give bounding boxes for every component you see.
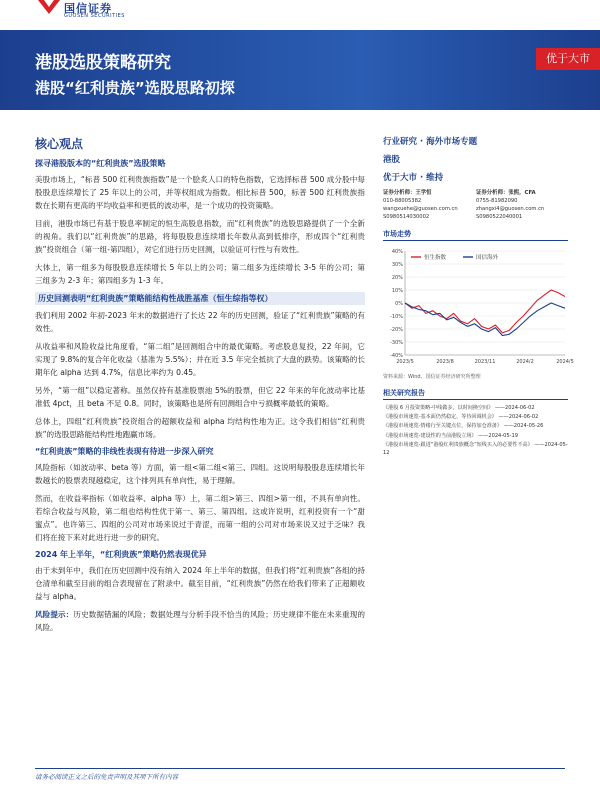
paragraph: 美股市场上，“标普 500 红利贵族指数”是一个脍炙人口的特色指数，它选择标普 500 成分股中每股股息连续增长了 25 年以上的公司，并等权组成为指数。相比标普 500，标普 500 红利贵族指数在长期有更高的平均收益率和更低的波动率，是一个成功的投资策略。 [35,175,365,210]
analyst-card [383,189,475,221]
paragraph: 我们利用 2002 年初-2023 年末的数据进行了长达 22 年的历史回测，验证了“红利贵族”策略的有效性。 [35,311,365,333]
core-views-title: 核心观点 [35,137,84,151]
paragraph: 由于未到年中，我们在历史回测中没有纳入 2024 年上半年的数据，但我们将“红利贵族”各组的持仓清单和截至目前的组合表现留在了附录中。截至目前，“红利贵族”仍然在给我们带来了正超额收益与 alpha。 [35,566,365,601]
series-line-2 [405,303,565,336]
industry-label: 行业研究 · 海外市场专题 [383,137,478,147]
y-tick-label: -40% [390,353,403,359]
logo-subtext: GUOSEN SECURITIES [64,13,125,19]
header-logo-strip [0,0,600,30]
legend-label: 国信海外 [476,255,499,261]
chart-svg [383,243,574,371]
risk-warning [35,608,365,634]
footer-disclaimer: 请务必阅读正文之后的免责声明及其项下所有内容 [35,773,178,781]
paragraph: 大体上，第一组多为每股股息连续增长 5 年以上的公司；第二组多为连续增长 3-5 年的公司；第三组多为 2-3 年；第四组多为 1-3 年。 [35,263,365,285]
y-tick-label: 30% [391,262,403,268]
logo-text: 国信证券 [64,2,112,15]
report-subtitle: 港股“红利贵族”选股思路初探 [35,79,235,97]
chart-source: 资料来源：Wind、国信证券经济研究所整理 [383,374,481,380]
y-tick-label: -10% [390,314,403,320]
legend-label: 恒生指数 [424,255,447,261]
market-label: 港股 [383,155,401,165]
related-report-link[interactable]: 《港股市场速览-情绪行至关键点位，保持加仓准备》 ——2024-05-26 [383,423,544,430]
analyst-block [383,189,568,221]
guosen-logo-icon [38,0,60,16]
related-report-link[interactable]: 《港股市场速览-基本面仍然稳定，等待回调机会》 ——2024-06-02 [383,414,539,421]
section-4 [35,549,365,603]
section-heading: 历史回测表明“红利贵族”策略能结构性战胜基准（恒生综指等权） [35,292,365,305]
related-report-link[interactable]: 《港股市场速览-跟进“港股红利贵族概念”短线买入的必要性不高》 ——2024-05-12 [383,441,568,457]
rating-label: 优于大市 · 维持 [383,173,444,183]
footer-divider [35,768,565,769]
y-tick-label: 40% [391,249,403,255]
related-reports-title: 相关研究报告 [383,388,568,400]
analyst-cert: S0980514030002 [383,214,430,220]
paragraph: 另外，“第一组”以稳定著称。虽然仅持有基准股票池 5%的股票，但它 22 年来的年化波动率比基准低 4pct，且 beta 不足 0.8。同时，该策略也是所有回测组合中亏损概率最低的策略。 [35,386,365,408]
market-trend-chart [383,243,574,371]
risk-label: 风险提示： [35,610,74,619]
section-1 [35,158,365,287]
x-tick-label: 2024/2 [516,359,534,365]
analyst-card [476,189,568,221]
section-3 [35,446,365,544]
y-tick-label: 0% [395,301,403,307]
section-heading: “红利贵族”策略的非线性表现有待进一步深入研究 [35,447,214,456]
y-tick-label: 10% [391,288,403,294]
rating-tag: 优于大市 [536,48,600,70]
analyst-email[interactable]: zhangxi4@guosen.com.cn [476,206,545,212]
y-tick-label: -20% [390,327,403,333]
x-tick-label: 2023/11 [474,359,496,365]
chart-title: 市场走势 [383,229,568,241]
y-tick-label: 20% [391,275,403,281]
x-tick-label: 2023/8 [436,359,454,365]
analyst-cert: S0980522040001 [476,214,523,220]
core-views-column [35,135,365,639]
y-tick-label: -30% [390,340,403,346]
analyst-phone: 010-88005382 [383,198,422,204]
section-heading: 探寻港股版本的“红利贵族”选股策略 [35,159,166,168]
sidebar-column [383,135,574,458]
section-2 [35,292,365,441]
paragraph: 从收益率和风险收益比角度看，“第二组”是回测组合中的最优策略。考虑股息复投，22 年间，它实现了 9.8%的复合年化收益（基准为 5.5%）；并在近 3.5 年完全抵抗了大盘的跌势。该策略的长期年化 alpha 达到 4.7%，信息比率约为 0.45。 [35,342,365,377]
analyst-phone: 0755-81982090 [476,198,518,204]
analyst-email[interactable]: wangxuehe@guosen.com.cn [383,206,458,212]
risk-text: 历史数据错漏的风险；数据处理与分析手段不恰当的风险；历史规律不能在未来重现的风险。 [35,610,366,632]
report-title: 港股选股策略研究 [35,53,171,73]
x-tick-label: 2024/5 [556,359,574,365]
related-report-link[interactable]: 《港股市场速览-建设性的当前港股立场》 ——2024-05-19 [383,432,518,439]
paragraph: 然而，在收益率指标（如收益率、alpha 等）上，第二组>第三、四组>第一组，不具有单向性。若综合收益与风险，第二组也结构性优于第一、第三、第四组。这或许说明，红利投资有一个“甜蜜点”。也许第三、四组的公司对市场来说过于青涩，而第一组的公司对市场来说又过于乏味？我们将在接下来对此进行进一步的研究。 [35,494,365,542]
title-banner [0,30,600,110]
analyst-name: 证券分析师：王学恒 [383,190,432,196]
x-tick-label: 2023/5 [396,359,414,365]
section-heading: 2024 年上半年，“红利贵族”策略仍然表现优异 [35,550,207,559]
series-line-1 [405,290,565,333]
analyst-name: 证券分析师：张熙，CFA [476,190,536,196]
related-report-link[interactable]: 《港股 6 月投资策略-中线做多，以时间换空间》 ——2024-06-02 [383,405,535,411]
paragraph: 风险指标（如波动率、beta 等）方面，第一组<第二组<第三、四组。这说明每股股息连续增长年数越长的股票表现越稳定，这个排列具有单向性，易于理解。 [35,463,365,485]
paragraph: 总体上，四组“红利贵族”投资组合的超额收益和 alpha 均结构性地为正。这令我们相信“红利贵族”的选股思路能结构性地跑赢市场。 [35,417,365,439]
paragraph: 目前，港股市场已有基于股息率制定的恒生高股息指数，而“红利贵族”的选股思路提供了一个全新的视角。我们以“红利贵族”的思路，将每股股息连续增长年数从高到低排序，形成四个“红利贵族”投资组合（第一组-第四组），对它们进行历史回测，以验证可行性与有效性。 [35,219,365,254]
